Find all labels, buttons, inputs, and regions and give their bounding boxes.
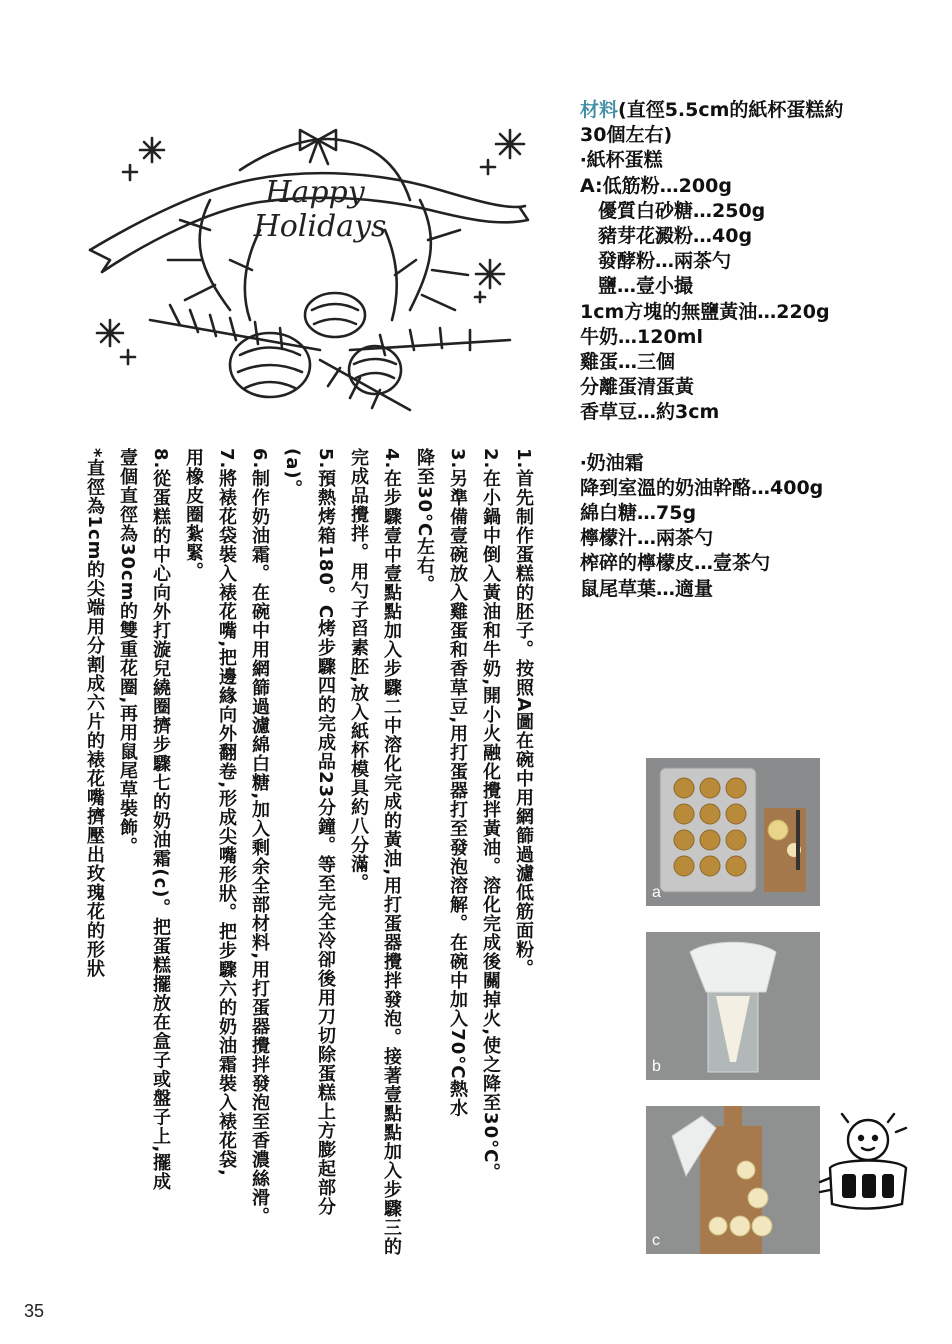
ingredient-item: 優質白砂糖…250g [598,199,766,222]
step-4-continued: 完成品攪拌。用勺子舀素胚,放入紙杯模具約八分滿。 [348,448,369,893]
photo-a-cupcake-tin [646,758,820,906]
ingredients-size-note: (直徑5.5cm的紙杯蛋糕約 [618,99,844,121]
recipe-steps [78,448,540,1256]
ingredients-header [580,98,920,123]
ingredient-item: 1cm方塊的無鹽黃油…220g [580,300,830,323]
tip-note: *直徑為1cm的尖端用分割成六片的裱花嘴擠壓出玫瑰花的形狀 [84,448,105,979]
ingredient-item: 牛奶…120ml [580,325,703,348]
cupcake-section-title: ‧紙杯蛋糕 [580,149,663,172]
mascot-doodle-icon [818,1112,914,1212]
step-5-continued: (a)。 [282,448,303,499]
ingredient-item: 香草豆…約3cm [580,401,720,424]
step-7: 7.將裱花袋裝入裱花嘴,把邊緣向外翻卷,形成尖嘴形狀。把步驟六的奶油霜裝入裱花袋, [216,448,237,1177]
page-number: 35 [24,1301,45,1321]
photo-c-label: c [652,1232,660,1249]
ingredient-item: 鹽…壹小撮 [598,275,694,298]
photo-a-label: a [652,884,661,901]
step-4: 4.在步驟壹中壹點點加入步驟二中溶化完成的黃油,用打蛋器攪拌發泡。接著壹點點加入步驟三的 [381,448,402,1257]
section-spacer [580,426,920,451]
photo-b-label: b [652,1058,661,1075]
step-6: 6.制作奶油霜。在碗中用網篩過濾綿白糖,加入剩余全部材料,用打蛋器攪拌發泡至香濃絲滑。 [249,448,270,1227]
ingredient-item: 鼠尾草葉…適量 [580,577,714,600]
step-7-continued: 用橡皮圈紮緊。 [183,448,204,581]
svg-text:Holidays: Holidays [253,209,387,244]
ingredient-item: 分離蛋清蛋黃 [580,376,695,399]
ingredient-item: 綿白糖…75g [580,502,697,525]
ingredient-item: 降到室溫的奶油幹酪…400g [580,476,824,499]
step-3-continued: 降至30°C左右。 [414,448,435,595]
ingredient-item: A:低筋粉…200g [580,174,732,197]
step-3: 3.另準備壹碗放入雞蛋和香草豆,用打蛋器打至發泡溶解。在碗中加入70°C熱水 [447,448,468,1118]
step-8: 8.從蛋糕的中心向外打漩兒繞圈擠步驟七的奶油霜(c)。把蛋糕擺放在盒子或盤子上,擺成 [150,448,171,1192]
photo-b-piping-bag [646,932,820,1080]
step-1: 1.首先制作蛋糕的胚子。按照A圖在碗中用網篩過濾低筋面粉。 [513,448,534,979]
ingredient-item: 豬芽花澱粉…40g [598,225,753,248]
ingredients-list [580,98,920,602]
ingredients-size-note-2: 30個左右) [580,124,673,147]
wreath-illustration [80,110,540,420]
ingredient-item: 榨碎的檸檬皮…壹茶勺 [580,552,771,575]
cream-section-title: ‧奶油霜 [580,451,644,474]
ingredient-item: 檸檬汁…兩茶勺 [580,527,714,550]
step-5: 5.預熱烤箱180。C烤步驟四的完成品23分鐘。等至完全冷卻後用刀切除蛋糕上方膨起部分 [315,448,336,1217]
svg-text:Happy: Happy [265,175,365,210]
photo-c-piping-cupcakes [646,1106,820,1254]
step-8-continued: 壹個直徑為30cm的雙重花圈,再用鼠尾草裝飾。 [117,448,138,857]
step-2: 2.在小鍋中倒入黃油和牛奶,開小火融化攪拌黃油。溶化完成後關掉火,使之降至30°C。 [480,448,501,1183]
ingredients-label: 材料 [580,99,619,121]
ingredient-item: 發酵粉…兩茶勺 [598,250,732,273]
ingredient-item: 雞蛋…三個 [580,351,676,374]
